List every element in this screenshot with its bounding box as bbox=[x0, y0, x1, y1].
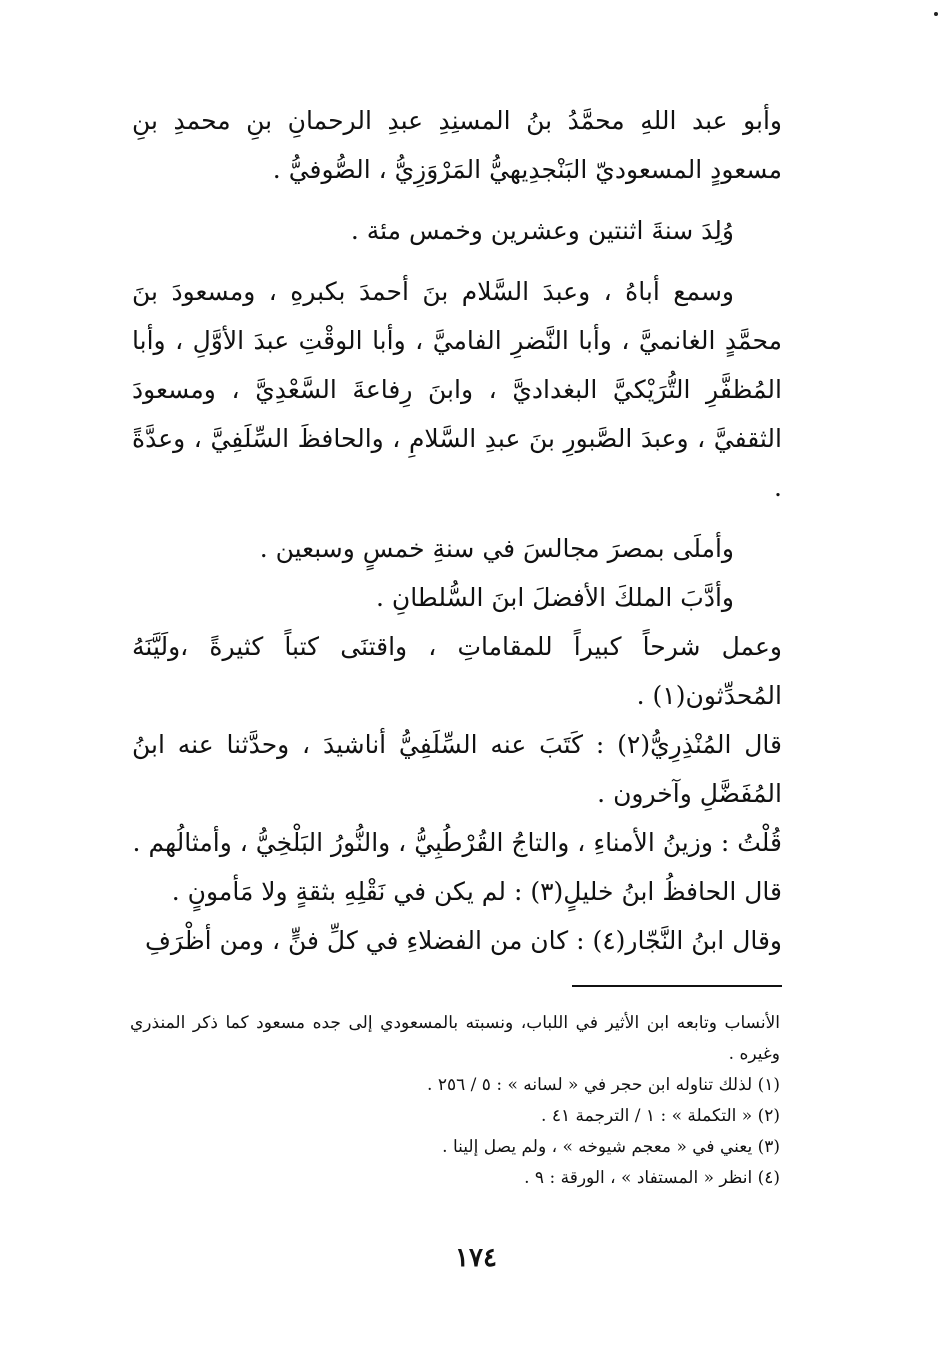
paragraph-tutoring: وأدَّبَ الملكَ الأفضلَ ابنَ السُّلطانِ . bbox=[375, 583, 734, 612]
paragraph-ibn-khalil-quote: قال الحافظُ ابنُ خليلٍ(٣) : لم يكن في نَقْلِهِ بثقةٍ ولا مَأمونٍ . bbox=[171, 877, 782, 906]
footnote-continuation: الأنساب وتابعه ابن الأثير في اللباب، ونسبته بالمسعودي إلى جده مسعود كما ذكر المنذري وغيره . bbox=[130, 1013, 780, 1064]
footnote-separator-line bbox=[572, 985, 782, 987]
paragraph-mundhiri-quote: قال المُنْذِرِيُّ(٢) : كَتَبَ عنه السِّلَفِيُّ أناشيدَ ، وحدَّثنا عنه ابنُ المُفَضَّلِ وآخرون . bbox=[132, 730, 782, 808]
page-number: ١٧٤ bbox=[455, 1243, 497, 1273]
main-text-body bbox=[132, 96, 782, 965]
paragraph-ibn-najjar-quote: وقال ابنُ النَّجّار(٤) : كان من الفضلاءِ في كلِّ فنٍّ ، ومن أظْرَفِ bbox=[145, 926, 782, 955]
footnote-item: (٢) « التكملة » : ١ / الترجمة ٤١ . bbox=[541, 1106, 780, 1126]
footnote-item: (٣) يعني في « معجم شيوخه » ، ولم يصل إلينا . bbox=[442, 1137, 780, 1157]
paragraph-works: وعمل شرحاً كبيراً للمقاماتِ ، واقتنَى كتباً كثيرةً ،ولَيَّنَهُ المُحدِّثون(١) . bbox=[132, 632, 782, 710]
footnotes-section bbox=[130, 1008, 780, 1194]
paragraph-teachers: وسمع أباهُ ، وعبدَ السَّلام بنَ أحمدَ بكبرهِ ، ومسعودَ بنَ محمَّدٍ الغانميَّ ، وأبا النَّضرِ الفاميَّ ، وأبا الوقْتِ عبدَ الأوَّلِ ، وأبا المُظفَّرِ التُّرَيْكيَّ البغداديَّ ، وابنَ رِفاعةَ السَّعْدِيَّ ، ومسعودَ الثقفيَّ ، وعبدَ الصَّبورِ بنَ عبدِ السَّلامِ ، والحافظَ السِّلَفِيَّ ، وعدَّةً . bbox=[132, 277, 782, 502]
corner-dot-mark bbox=[934, 12, 938, 16]
paragraph-dictation: وأملَى بمصرَ مجالسَ في سنةِ خمسٍ وسبعين . bbox=[259, 534, 734, 563]
footnote-list bbox=[130, 1070, 780, 1194]
paragraph-birth: وُلِدَ سنةَ اثنتين وعشرين وخمس مئة . bbox=[350, 216, 734, 245]
paragraph-author-note: قُلْتُ : وزينُ الأمناءِ ، والتاجُ القُرْطُبِيُّ ، والنُّورُ البَلْخِيُّ ، وأمثالُهم . bbox=[132, 828, 782, 857]
footnote-item: (٤) انظر « المستفاد » ، الورقة : ٩ . bbox=[524, 1168, 780, 1188]
footnote-item: (١) لذلك تناوله ابن حجر في « لسانه » : ٥ / ٢٥٦ . bbox=[427, 1075, 780, 1095]
paragraph-name-lineage: وأبو عبد اللهِ محمَّدُ بنُ المسنِدِ عبدِ الرحمانِ بنِ محمدِ بنِ مسعودٍ المسعوديّ البَنْجدِيهيُّ المَرْوَزِيُّ ، الصُّوفيُّ . bbox=[132, 106, 782, 184]
